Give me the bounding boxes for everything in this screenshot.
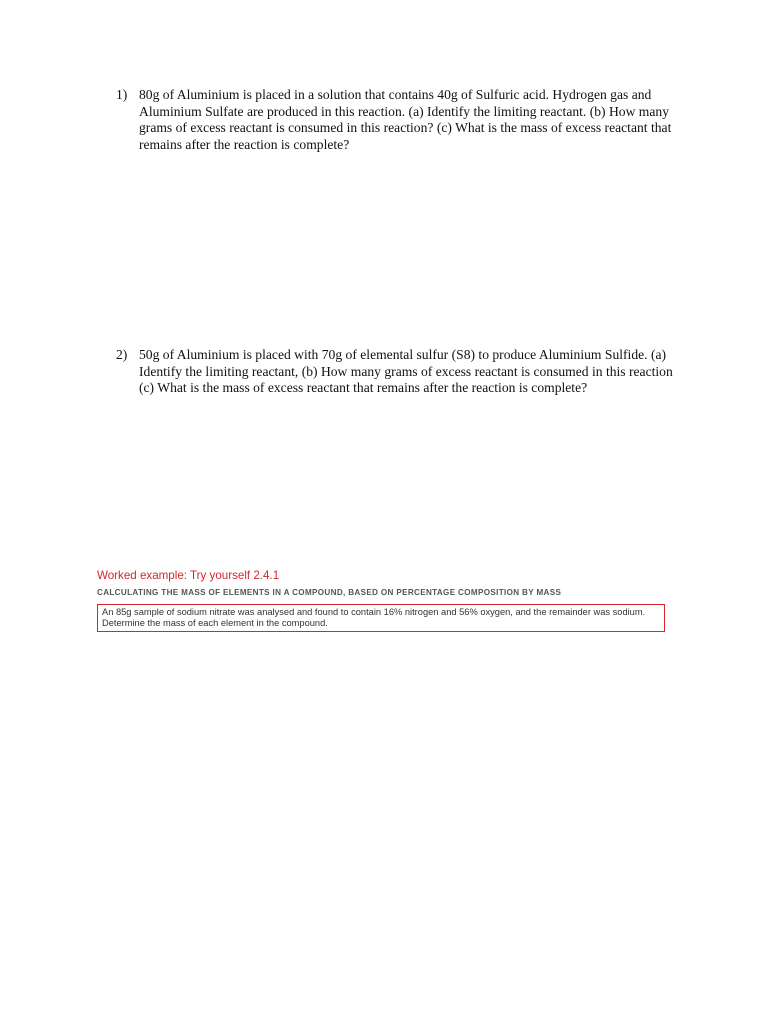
question-2 (116, 347, 686, 397)
question-1-number: 1) (116, 87, 128, 102)
question-2-number: 2) (116, 347, 128, 362)
worked-example-title: Worked example: Try yourself 2.4.1 (97, 569, 280, 582)
worked-example (97, 569, 667, 632)
question-2-text: 50g of Aluminium is placed with 70g of elemental sulfur (S8) to produce Aluminium Sulfide. (a) Identify the limiting reactant, (b) How many grams of excess reactant is consumed in this reaction (c) What is the mass of excess reactant that remains after the reaction is complete? (139, 347, 673, 396)
worked-example-problem-box (97, 604, 665, 632)
question-1-text: 80g of Aluminium is placed in a solution that contains 40g of Sulfuric acid. Hydrogen gas and Aluminium Sulfate are produced in this reaction. (a) Identify the limiting reactant. (b) How many grams of excess reactant is consumed in this reaction? (c) What is the mass of excess reactant that remains after the reaction is complete? (139, 87, 672, 152)
worked-example-problem-text: An 85g sample of sodium nitrate was analysed and found to contain 16% nitrogen and 56% oxygen, and the remainder was sodium. Determine the mass of each element in the compound. (102, 607, 646, 628)
worked-example-subtitle: CALCULATING THE MASS OF ELEMENTS IN A COMPOUND, BASED ON PERCENTAGE COMPOSITION BY MASS (97, 588, 562, 597)
question-1 (116, 87, 686, 153)
